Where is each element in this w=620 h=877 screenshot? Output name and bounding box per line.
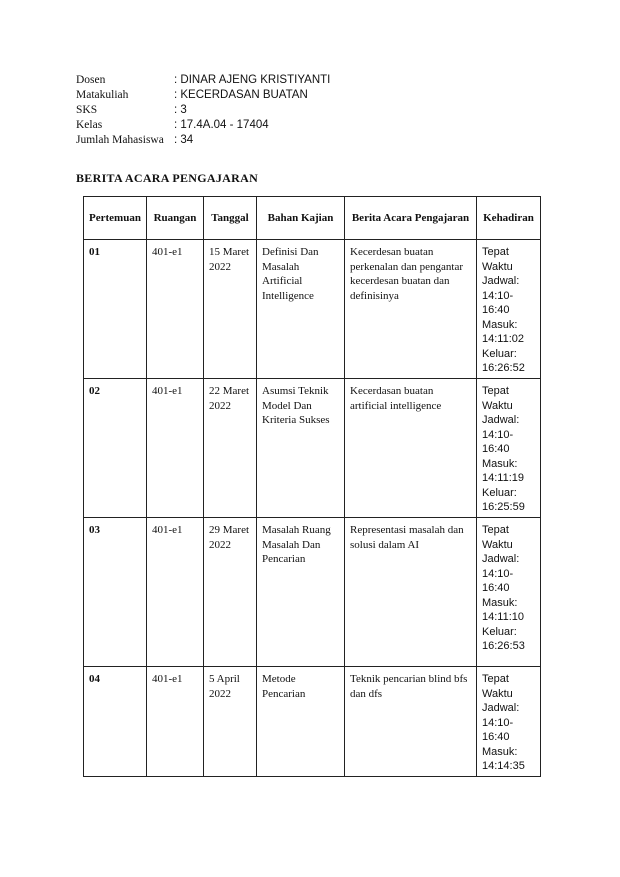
header-tanggal: Tanggal <box>204 197 257 240</box>
header-berita-acara: Berita Acara Pengajaran <box>345 197 477 240</box>
dosen-value: : DINAR AJENG KRISTIYANTI <box>174 74 331 86</box>
jumlah-label: Jumlah Mahasiswa <box>76 134 164 146</box>
cell-bahan-kajian: Masalah Ruang Masalah Dan Pencarian <box>257 518 345 667</box>
cell-kehadiran: Tepat Waktu Jadwal: 14:10-16:40 Masuk: 14:11:02 Keluar: 16:26:52 <box>477 240 541 379</box>
table-row <box>84 667 541 777</box>
cell-berita-acara: Kecerdesan buatan perkenalan dan pengantar kecerdesan buatan dan definisinya <box>345 240 477 379</box>
sks-row <box>76 103 330 118</box>
cell-pertemuan: 04 <box>84 667 147 777</box>
cell-bahan-kajian: Definisi Dan Masalah Artificial Intelligence <box>257 240 345 379</box>
cell-kehadiran: Tepat Waktu Jadwal: 14:10-16:40 Masuk: 14:11:19 Keluar: 16:25:59 <box>477 379 541 518</box>
jumlah-row <box>76 133 330 148</box>
cell-tanggal: 22 Maret 2022 <box>204 379 257 518</box>
matakuliah-label: Matakuliah <box>76 89 129 101</box>
berita-acara-table <box>83 196 541 777</box>
cell-ruangan: 401-e1 <box>147 379 204 518</box>
cell-tanggal: 15 Maret 2022 <box>204 240 257 379</box>
kelas-value: : 17.4A.04 - 17404 <box>174 119 269 131</box>
matakuliah-row <box>76 88 330 103</box>
cell-kehadiran: Tepat Waktu Jadwal: 14:10-16:40 Masuk: 14:14:35 <box>477 667 541 777</box>
cell-berita-acara: Representasi masalah dan solusi dalam AI <box>345 518 477 667</box>
cell-tanggal: 5 April 2022 <box>204 667 257 777</box>
cell-ruangan: 401-e1 <box>147 518 204 667</box>
dosen-label: Dosen <box>76 74 106 86</box>
cell-tanggal: 29 Maret 2022 <box>204 518 257 667</box>
dosen-row <box>76 73 330 88</box>
table-row <box>84 240 541 379</box>
header-pertemuan: Pertemuan <box>84 197 147 240</box>
table-row <box>84 518 541 667</box>
cell-pertemuan: 02 <box>84 379 147 518</box>
cell-bahan-kajian: Metode Pencarian <box>257 667 345 777</box>
cell-pertemuan: 03 <box>84 518 147 667</box>
table-row <box>84 379 541 518</box>
kelas-label: Kelas <box>76 119 103 131</box>
cell-ruangan: 401-e1 <box>147 667 204 777</box>
cell-pertemuan: 01 <box>84 240 147 379</box>
header-kehadiran: Kehadiran <box>477 197 541 240</box>
course-info <box>76 73 330 148</box>
sks-label: SKS <box>76 104 98 116</box>
cell-kehadiran: Tepat Waktu Jadwal: 14:10-16:40 Masuk: 14:11:10 Keluar: 16:26:53 <box>477 518 541 667</box>
table-header-row <box>84 197 541 240</box>
jumlah-value: : 34 <box>174 134 194 146</box>
header-bahan-kajian: Bahan Kajian <box>257 197 345 240</box>
cell-bahan-kajian: Asumsi Teknik Model Dan Kriteria Sukses <box>257 379 345 518</box>
cell-ruangan: 401-e1 <box>147 240 204 379</box>
matakuliah-value: : KECERDASAN BUATAN <box>174 89 308 101</box>
header-ruangan: Ruangan <box>147 197 204 240</box>
section-title: BERITA ACARA PENGAJARAN <box>76 171 259 185</box>
cell-berita-acara: Kecerdasan buatan artificial intelligence <box>345 379 477 518</box>
cell-berita-acara: Teknik pencarian blind bfs dan dfs <box>345 667 477 777</box>
sks-value: : 3 <box>174 104 187 116</box>
kelas-row <box>76 118 330 133</box>
